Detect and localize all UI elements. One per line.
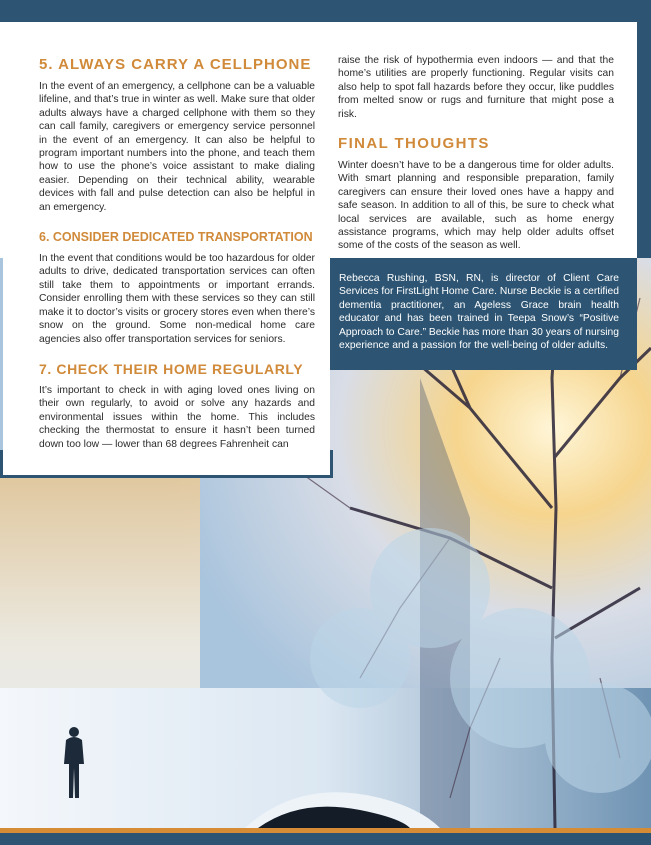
- section-body-transportation: In the event that conditions would be too hazardous for older adults to drive, dedicated transportation services can often still take them to appointments or important errands. Consider enrolling them with these services so they can still make it to doctor’s visits or grocery stores even when there’s snow on the ground. Some non-medical home care agencies also offer transportation services for seniors.: [39, 253, 315, 345]
- section-body-final-thoughts: Winter doesn’t have to be a dangerous time for older adults. With smart planning and responsible preparation, family caregivers can ensure their loved ones have a happy and safe season. In addition to all of this, be sure to check what local services are available, such as home energy assistance programs, which may help older adults offset some of the costs of the season as well.: [338, 160, 614, 252]
- section-body-home: It’s important to check in with aging loved ones living on their own regularly, to avoid or solve any hazards and environmental issues within the home. This includes checking the thermostat to ensure it hasn’t been turned down too low — lower than 68 degrees Fahrenheit can: [39, 384, 315, 450]
- section-body-cellphone: In the event of an emergency, a cellphone can be a valuable lifeline, and that’s true in winter as well. Make sure that older adults always have a charged cellphone with them so they can call family, caregivers or emergency service personnel in the event of an emergency. It can also be helpful to program important numbers into the phone, and teach them how to use the phone’s voice assistant to make dialing easier. Depending on their technical ability, wearable devices with fall and pulse detection can also be helpful in an emergency.: [39, 81, 315, 213]
- section-heading-final-thoughts: FINAL THOUGHTS: [338, 135, 490, 153]
- author-bio-text: Rebecca Rushing, BSN, RN, is director of Client Care Services for FirstLight Home Care. Nurse Beckie is a certified dementia practitioner, an Ageless Grace brain health educator and has been trained in Teepa Snow’s “Positive Approach to Care.” Beckie has more than 30 years of nursing experience and a passion for the well-being of older adults.: [339, 273, 619, 352]
- footer-band: [0, 833, 651, 845]
- section-heading-home: 7. CHECK THEIR HOME REGULARLY: [39, 360, 304, 377]
- author-bio-box: [330, 258, 637, 370]
- section-heading-transportation: 6. CONSIDER DEDICATED TRANSPORTATION: [39, 230, 313, 245]
- article-column-right: [338, 54, 614, 253]
- section-heading-cellphone: 5. ALWAYS CARRY A CELLPHONE: [39, 56, 312, 73]
- article-column-left: [39, 55, 315, 451]
- section-body-home-continued: raise the risk of hypothermia even indoors — and that the home’s utilities are properly functioning. Regular visits can also help to spot fall hazards before they occur, like puddles from melted snow or rugs and furniture that might pose a risk.: [338, 55, 614, 120]
